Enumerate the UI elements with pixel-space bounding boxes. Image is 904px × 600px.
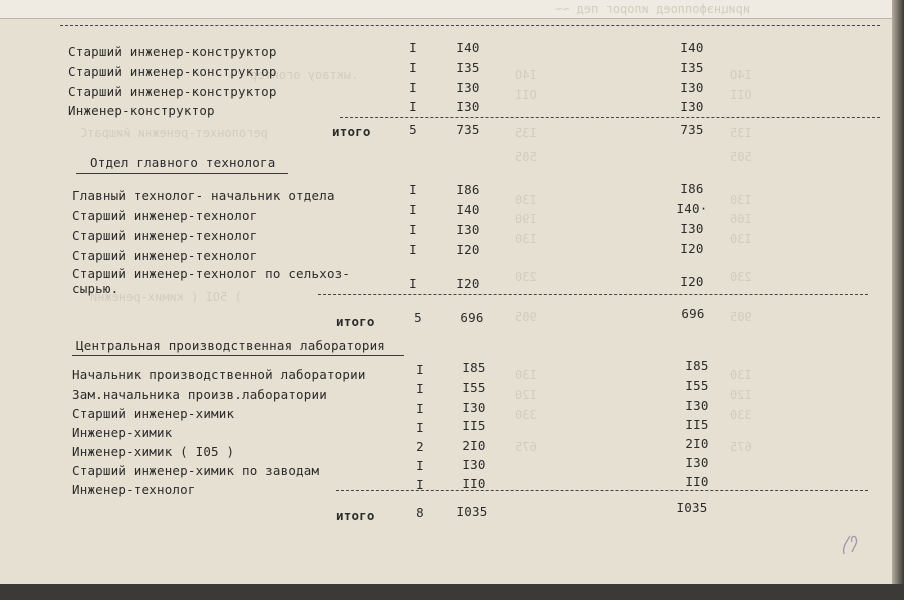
row-count: I: [409, 80, 417, 95]
section-heading: Отдел главного технолога: [90, 155, 276, 170]
row-total: I35: [680, 60, 704, 75]
row-total: I30: [685, 455, 709, 470]
row-salary: I40: [456, 202, 480, 217]
row-position: Старший инженер-конструктор: [68, 44, 277, 59]
subtotal-label: итого: [332, 124, 371, 139]
top-rule: [60, 25, 880, 26]
row-total: I40·: [676, 201, 708, 216]
row-position: Инженер-химик: [72, 425, 173, 440]
document-page: ирицнэфоплоед илорог пед ~~ .ыктаоу огонтер I4O I4O OII OII реголонхет-ренежни йишратС I35 I35 505 505 I30 I30 I90 I06 I30 I30 230 230 ) 5OI ( кимих-ренежнИ 905 905 I30 I30 I20 I20 330 330 675 675 Старший инженер-конструктор I I40 I40 Старший инженер-конструктор I I35 I35 Старший инженер-конструктор I I30 I30 Инженер-конструктор I I30 I30 итого 5 735 735 Отдел главного технолога Главный технолог- начальник отдела I I86 I86 Старший инженер-технолог I I40 I40· Старший инженер-технолог I I30 I30 Старший инженер-технолог I I20 I20 Старший инженер-технолог по сельхоз- сырью. I I20 I20 итого 5 696 696 Центральная производственная лаборатория Начальник производственной лаборатории I I85 I85 Зам.начальника произв.лаборатории I I55 I55 Старший инженер-химик I I30 I30 Инженер-химик I II5 II5 Инженер-химик ( I05 ) 2 2I0 2I0 Старший инженер-химик по заводам I I30 I30 Инженер-технолог I II0 II0 итого 8 I035 I035: [0, 0, 892, 584]
row-salary: I30: [462, 457, 486, 472]
row-count: I: [416, 458, 424, 473]
row-salary: I30: [456, 80, 480, 95]
subtotal-total: I035: [676, 500, 708, 515]
row-total: II0: [685, 474, 709, 489]
row-total: I30: [680, 99, 704, 114]
row-position: Старший инженер-технолог: [72, 228, 258, 243]
subtotal-rule: [318, 294, 868, 295]
row-count: I: [416, 401, 424, 416]
subtotal-count: 5: [414, 310, 422, 325]
row-count: I: [409, 222, 417, 237]
page-top-edge: [0, 0, 892, 19]
row-total: I20: [680, 241, 704, 256]
bleed-through-text: ирицнэфоплоед илорог пед ~~: [555, 2, 751, 16]
row-count: I: [409, 40, 417, 55]
row-total: I85: [685, 358, 709, 373]
row-count: I: [416, 381, 424, 396]
row-position: Старший инженер-технолог по сельхоз-: [72, 266, 351, 281]
scan-edge-right: [892, 0, 904, 600]
row-count: I: [416, 362, 424, 377]
row-position: Инженер-химик ( I05 ): [72, 444, 235, 459]
subtotal-label: итого: [336, 314, 375, 329]
row-count: 2: [416, 439, 424, 454]
row-count: I: [409, 182, 417, 197]
row-position: Старший инженер-химик: [72, 406, 235, 421]
row-salary: I30: [456, 99, 480, 114]
subtotal-label: итого: [336, 508, 375, 523]
section-heading-underline: [72, 355, 404, 356]
row-position: Старший инженер-технолог: [72, 248, 258, 263]
row-total: I30: [680, 221, 704, 236]
row-position: Главный технолог- начальник отдела: [72, 188, 335, 203]
row-total: 2I0: [685, 436, 709, 451]
subtotal-salary: I035: [456, 504, 488, 519]
row-total: II5: [685, 417, 709, 432]
section-heading: Центральная производственная лаборатория: [76, 338, 386, 353]
subtotal-total: 696: [681, 306, 705, 321]
subtotal-salary: 696: [460, 310, 484, 325]
row-total: I55: [685, 378, 709, 393]
row-total: I30: [685, 398, 709, 413]
row-position: Инженер-технолог: [72, 482, 196, 497]
row-salary: I85: [462, 360, 486, 375]
row-salary: I55: [462, 380, 486, 395]
row-salary: I40: [456, 40, 480, 55]
row-salary: I35: [456, 60, 480, 75]
subtotal-count: 5: [409, 122, 417, 137]
row-position: Начальник производственной лаборатории: [72, 367, 366, 382]
pencil-page-mark-icon: [836, 530, 866, 560]
row-count: I: [409, 276, 417, 291]
row-count: I: [409, 242, 417, 257]
row-position: Старший инженер-конструктор: [68, 64, 277, 79]
row-salary: I86: [456, 182, 480, 197]
row-total: I30: [680, 80, 704, 95]
row-count: I: [416, 420, 424, 435]
subtotal-rule: [340, 117, 880, 118]
subtotal-salary: 735: [456, 122, 480, 137]
row-total: I40: [680, 40, 704, 55]
row-salary: 2I0: [462, 438, 486, 453]
row-salary: II0: [462, 476, 486, 491]
row-salary: I30: [462, 400, 486, 415]
row-salary: II5: [462, 418, 486, 433]
row-salary: I20: [456, 276, 480, 291]
row-count: I: [409, 99, 417, 114]
row-total: I20: [680, 274, 704, 289]
scan-edge-bottom: [0, 584, 904, 600]
row-count: I: [409, 60, 417, 75]
row-position: Старший инженер-химик по заводам: [72, 463, 320, 478]
row-total: I86: [680, 181, 704, 196]
row-salary: I20: [456, 242, 480, 257]
row-count: I: [409, 202, 417, 217]
subtotal-rule: [336, 490, 868, 491]
row-salary: I30: [456, 222, 480, 237]
subtotal-total: 735: [680, 122, 704, 137]
row-count: I: [416, 477, 424, 492]
row-position: Старший инженер-конструктор: [68, 84, 277, 99]
section-heading-underline: [76, 173, 288, 174]
row-position: Зам.начальника произв.лаборатории: [72, 387, 327, 402]
row-position: Старший инженер-технолог: [72, 208, 258, 223]
subtotal-count: 8: [416, 505, 424, 520]
row-position: Инженер-конструктор: [68, 103, 215, 118]
row-position-continuation: сырью.: [72, 281, 119, 296]
